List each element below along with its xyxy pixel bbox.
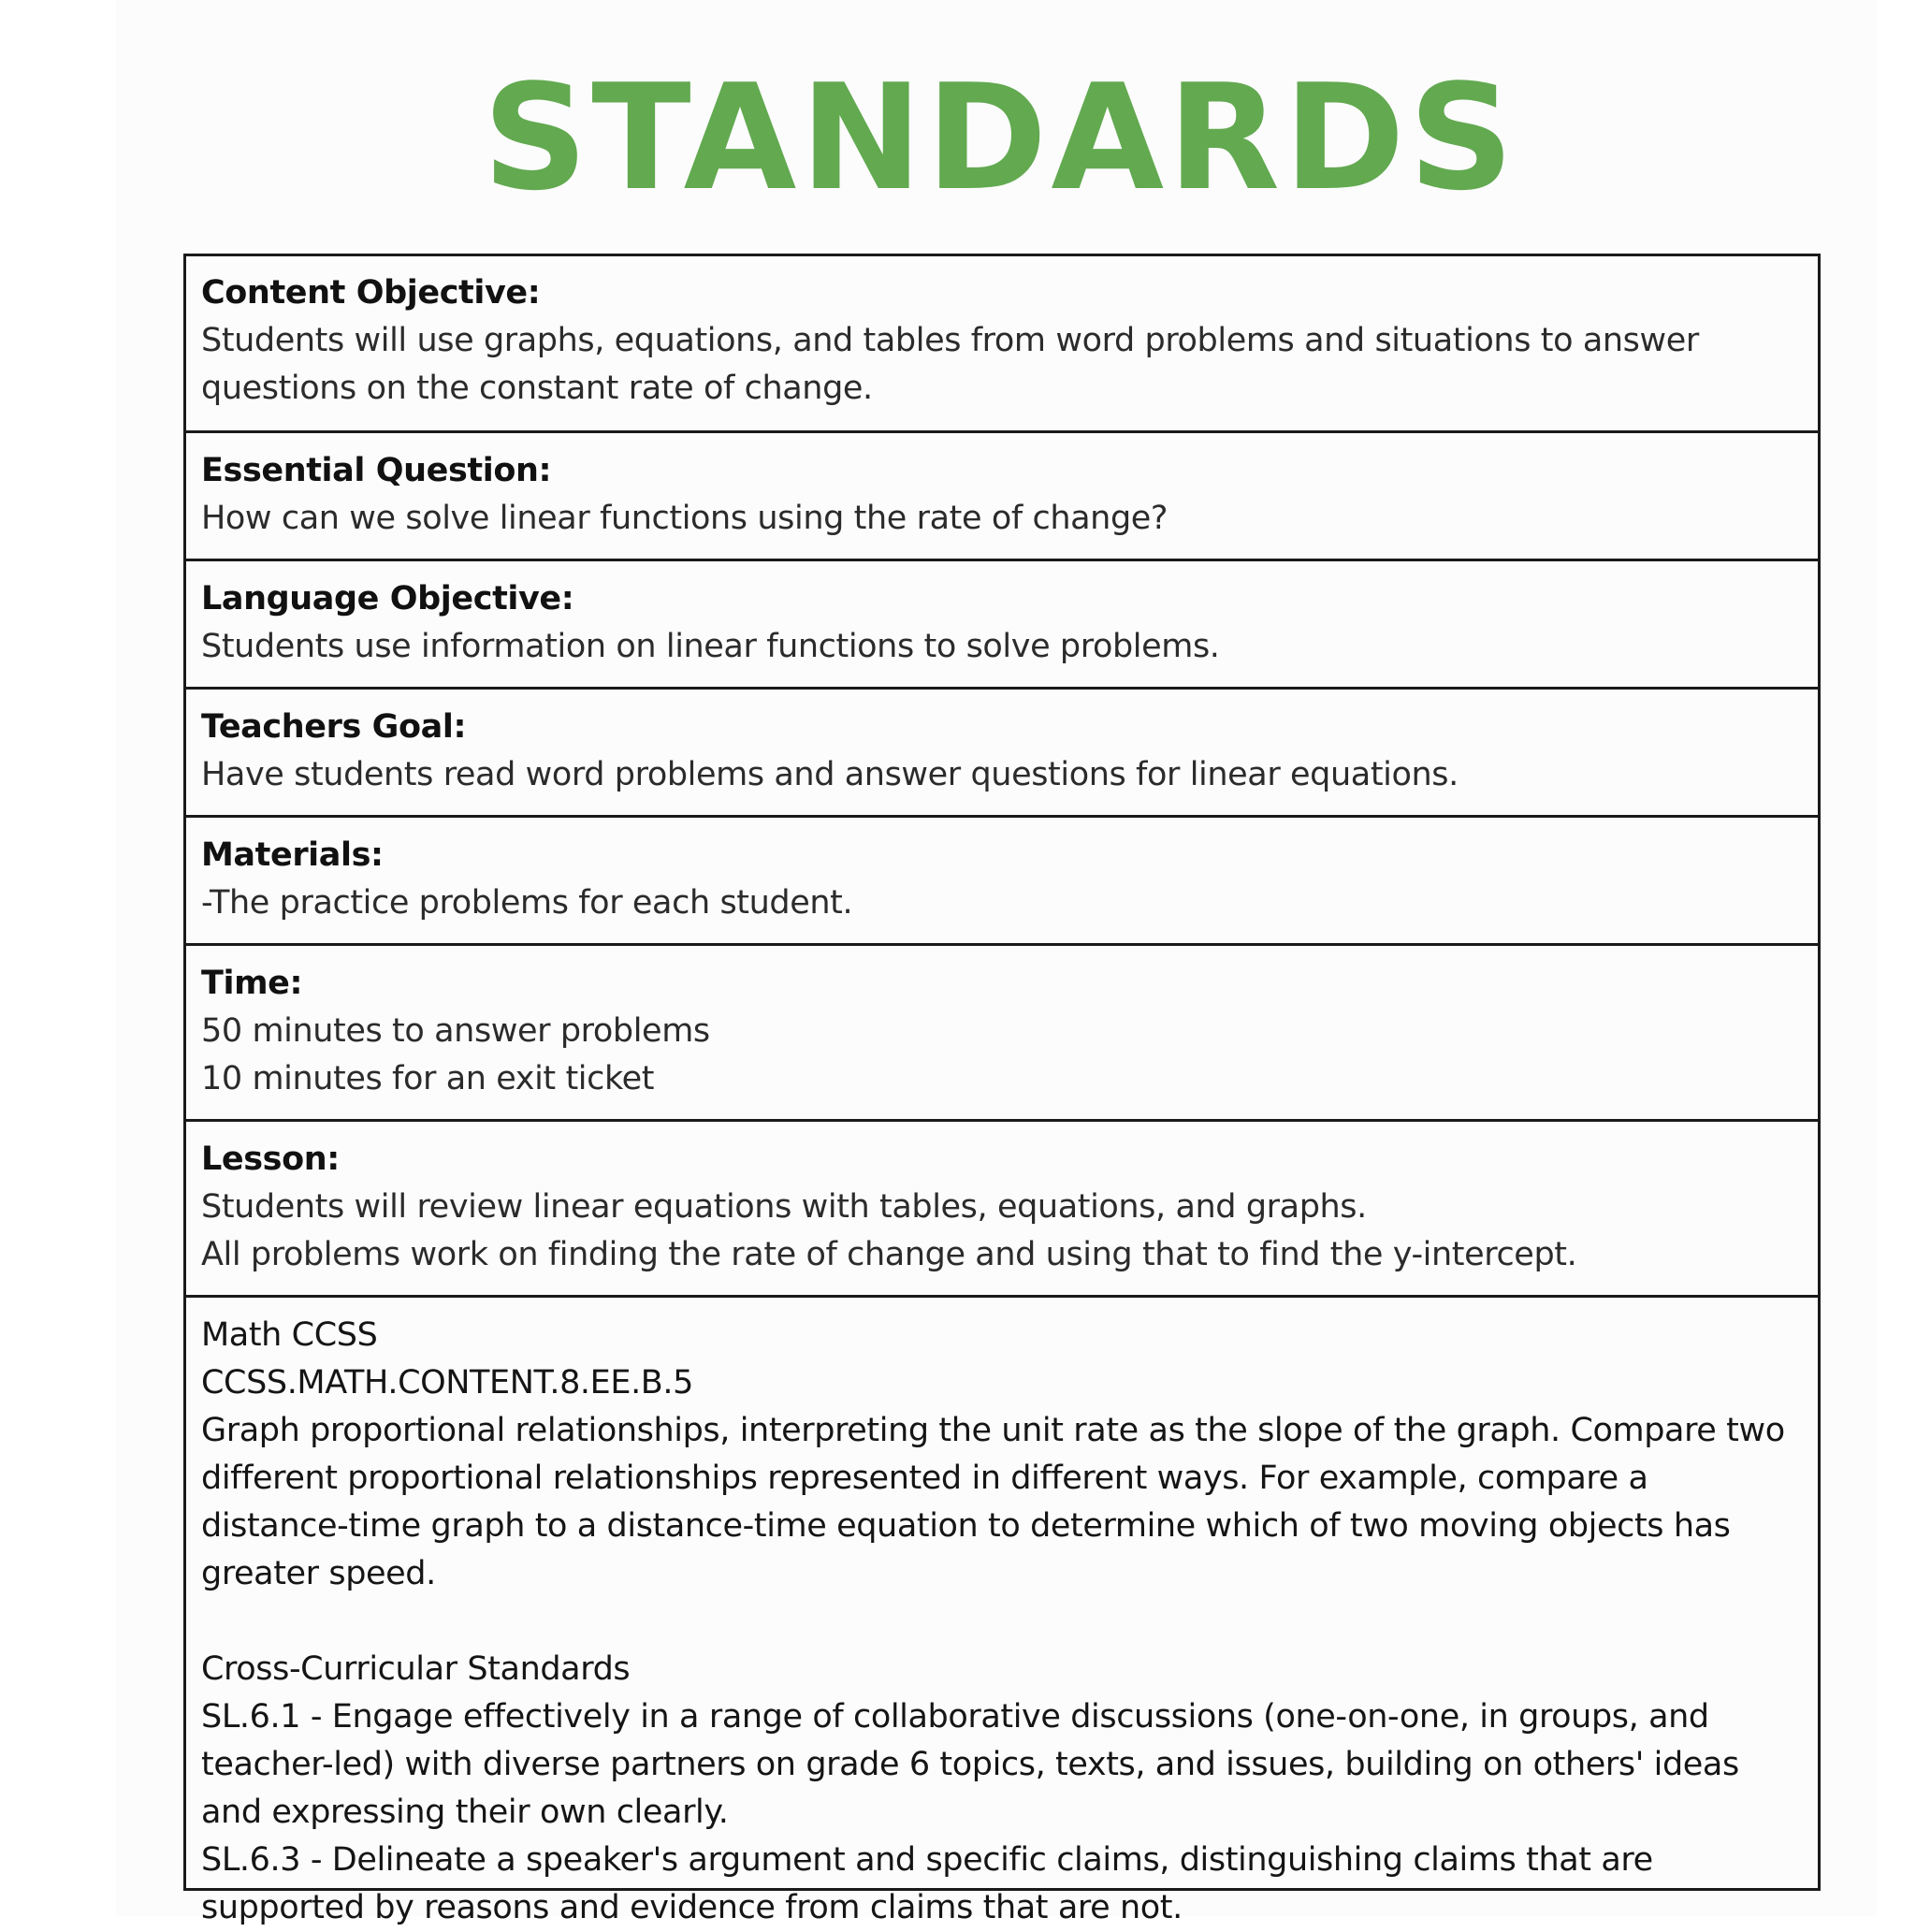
teachers-goal-row	[186, 687, 1818, 815]
time-label: Time:	[201, 965, 303, 1002]
standard-sl-6-1: SL.6.1 - Engage effectively in a range of collaborative discussions (one-on-one, in groups, and teacher-led) with diverse partners on grade 6 topics, texts, and issues, building on others' ideas and expressing their own clearly.	[201, 1698, 1739, 1831]
content-objective-row	[186, 256, 1818, 430]
content-objective-label: Content Objective:	[201, 274, 541, 312]
standards-row	[186, 1295, 1818, 1926]
materials-row	[186, 815, 1818, 943]
teachers-goal-label: Teachers Goal:	[201, 708, 467, 746]
time-line-2: 10 minutes for an exit ticket	[201, 1060, 655, 1097]
cross-curricular-heading: Cross-Curricular Standards	[201, 1650, 631, 1688]
materials-text: -The practice problems for each student.	[201, 884, 853, 922]
lesson-row	[186, 1119, 1818, 1295]
language-objective-label: Language Objective:	[201, 580, 574, 617]
standard-sl-6-3: SL.6.3 - Delineate a speaker's argument and specific claims, distinguishing claims that are supported by reasons and evidence from claims that are not.	[201, 1841, 1653, 1926]
lesson-line-2: All problems work on finding the rate of change and using that to find the y-intercept.	[201, 1236, 1577, 1273]
page-title: STANDARDS	[482, 52, 1518, 223]
time-line-1: 50 minutes to answer problems	[201, 1012, 710, 1050]
math-ccss-code: CCSS.MATH.CONTENT.8.EE.B.5	[201, 1364, 694, 1402]
content-objective-text: Students will use graphs, equations, and tables from word problems and situations to answer questions on the constant rate of change.	[201, 322, 1699, 407]
spacer	[201, 1598, 1805, 1646]
time-row	[186, 943, 1818, 1119]
math-ccss-heading: Math CCSS	[201, 1316, 378, 1354]
essential-question-text: How can we solve linear functions using the rate of change?	[201, 500, 1168, 537]
teachers-goal-text: Have students read word problems and answer questions for linear equations.	[201, 756, 1459, 793]
lesson-line-1: Students will review linear equations with tables, equations, and graphs.	[201, 1188, 1367, 1226]
essential-question-row	[186, 430, 1818, 559]
lesson-label: Lesson:	[201, 1140, 340, 1178]
language-objective-text: Students use information on linear functions to solve problems.	[201, 628, 1220, 665]
essential-question-label: Essential Question:	[201, 452, 552, 489]
language-objective-row	[186, 559, 1818, 687]
materials-label: Materials:	[201, 836, 384, 874]
math-ccss-text: Graph proportional relationships, interpreting the unit rate as the slope of the graph. Compare two different proportional relationships represented in different ways. For example, compare a distance-time graph to a distance-time equation to determine which of two moving objects has greater speed.	[201, 1412, 1785, 1592]
standards-table	[183, 254, 1821, 1926]
